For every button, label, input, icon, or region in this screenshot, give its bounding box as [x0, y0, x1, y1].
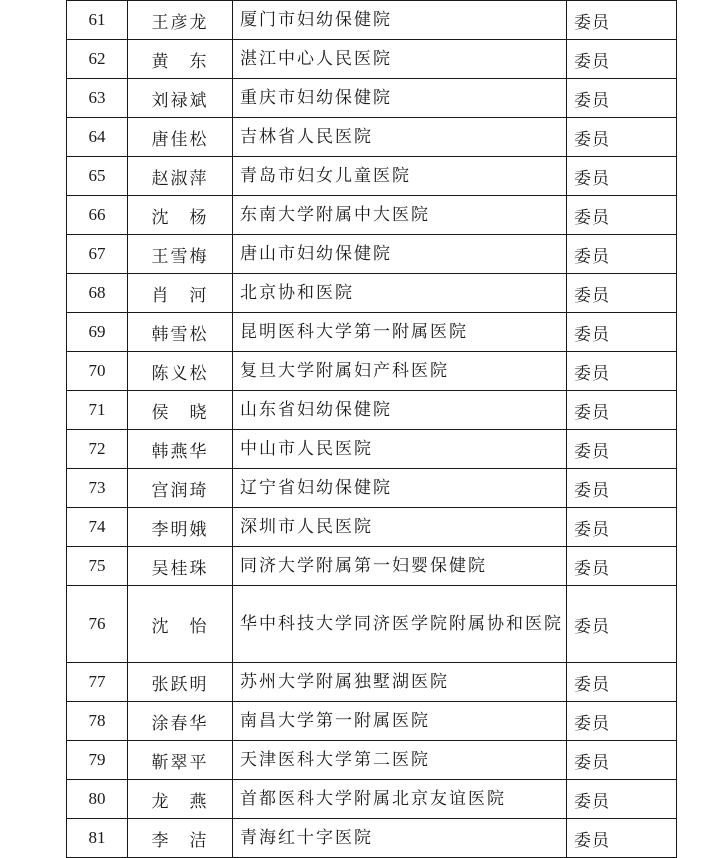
member-name: 刘禄斌	[128, 79, 233, 118]
table-row	[67, 469, 677, 508]
table-row	[67, 1, 677, 40]
row-number: 64	[67, 118, 128, 157]
row-number: 70	[67, 352, 128, 391]
row-number: 78	[67, 702, 128, 741]
member-institution: 厦门市妇幼保健院	[233, 1, 567, 40]
member-role: 委员	[567, 196, 677, 235]
member-name: 李明娥	[128, 508, 233, 547]
member-name: 靳翠平	[128, 741, 233, 780]
member-name: 李 洁	[128, 819, 233, 858]
row-number: 65	[67, 157, 128, 196]
member-role: 委员	[567, 663, 677, 702]
row-number: 61	[67, 1, 128, 40]
row-number: 79	[67, 741, 128, 780]
member-name: 赵淑萍	[128, 157, 233, 196]
member-name: 韩雪松	[128, 313, 233, 352]
member-role: 委员	[567, 586, 677, 663]
table-row	[67, 819, 677, 858]
member-role: 委员	[567, 235, 677, 274]
member-role: 委员	[567, 157, 677, 196]
table-row	[67, 196, 677, 235]
member-institution: 中山市人民医院	[233, 430, 567, 469]
table-row	[67, 235, 677, 274]
member-role: 委员	[567, 274, 677, 313]
member-institution: 昆明医科大学第一附属医院	[233, 313, 567, 352]
member-institution: 青海红十字医院	[233, 819, 567, 858]
member-institution: 北京协和医院	[233, 274, 567, 313]
row-number: 68	[67, 274, 128, 313]
table-row	[67, 780, 677, 819]
table-row	[67, 702, 677, 741]
member-institution: 华中科技大学同济医学院附属协和医院	[233, 586, 567, 663]
member-institution: 唐山市妇幼保健院	[233, 235, 567, 274]
table-row	[67, 663, 677, 702]
member-table	[66, 0, 677, 858]
row-number: 72	[67, 430, 128, 469]
row-number: 81	[67, 819, 128, 858]
row-number: 75	[67, 547, 128, 586]
member-role: 委员	[567, 819, 677, 858]
member-role: 委员	[567, 780, 677, 819]
member-institution: 天津医科大学第二医院	[233, 741, 567, 780]
member-name: 涂春华	[128, 702, 233, 741]
member-name: 韩燕华	[128, 430, 233, 469]
member-institution: 吉林省人民医院	[233, 118, 567, 157]
member-institution: 深圳市人民医院	[233, 508, 567, 547]
member-role: 委员	[567, 1, 677, 40]
row-number: 66	[67, 196, 128, 235]
member-name: 王雪梅	[128, 235, 233, 274]
member-name: 龙 燕	[128, 780, 233, 819]
row-number: 73	[67, 469, 128, 508]
member-role: 委员	[567, 702, 677, 741]
member-institution: 东南大学附属中大医院	[233, 196, 567, 235]
member-role: 委员	[567, 469, 677, 508]
member-role: 委员	[567, 352, 677, 391]
member-institution: 山东省妇幼保健院	[233, 391, 567, 430]
member-name: 王彦龙	[128, 1, 233, 40]
table-row	[67, 741, 677, 780]
member-role: 委员	[567, 508, 677, 547]
table-row	[67, 79, 677, 118]
member-institution: 青岛市妇女儿童医院	[233, 157, 567, 196]
member-institution: 辽宁省妇幼保健院	[233, 469, 567, 508]
table-row	[67, 313, 677, 352]
table-row	[67, 157, 677, 196]
member-role: 委员	[567, 118, 677, 157]
table-row	[67, 391, 677, 430]
member-institution: 复旦大学附属妇产科医院	[233, 352, 567, 391]
member-role: 委员	[567, 79, 677, 118]
member-role: 委员	[567, 741, 677, 780]
member-name: 沈 怡	[128, 586, 233, 663]
table-row	[67, 430, 677, 469]
row-number: 67	[67, 235, 128, 274]
member-name: 侯 晓	[128, 391, 233, 430]
table-row	[67, 352, 677, 391]
row-number: 71	[67, 391, 128, 430]
member-institution: 苏州大学附属独墅湖医院	[233, 663, 567, 702]
member-role: 委员	[567, 430, 677, 469]
row-number: 69	[67, 313, 128, 352]
member-role: 委员	[567, 40, 677, 79]
member-name: 陈义松	[128, 352, 233, 391]
member-name: 宫润琦	[128, 469, 233, 508]
table-row	[67, 586, 677, 663]
table-row	[67, 118, 677, 157]
table-row	[67, 274, 677, 313]
member-institution: 南昌大学第一附属医院	[233, 702, 567, 741]
member-name: 张跃明	[128, 663, 233, 702]
member-institution: 湛江中心人民医院	[233, 40, 567, 79]
member-role: 委员	[567, 313, 677, 352]
member-name: 肖 河	[128, 274, 233, 313]
member-institution: 重庆市妇幼保健院	[233, 79, 567, 118]
table-row	[67, 40, 677, 79]
member-institution: 同济大学附属第一妇婴保健院	[233, 547, 567, 586]
member-name: 唐佳松	[128, 118, 233, 157]
row-number: 77	[67, 663, 128, 702]
member-role: 委员	[567, 391, 677, 430]
member-name: 沈 杨	[128, 196, 233, 235]
row-number: 80	[67, 780, 128, 819]
row-number: 76	[67, 586, 128, 663]
member-name: 黄 东	[128, 40, 233, 79]
row-number: 63	[67, 79, 128, 118]
table-row	[67, 508, 677, 547]
row-number: 62	[67, 40, 128, 79]
member-name: 吴桂珠	[128, 547, 233, 586]
member-institution: 首都医科大学附属北京友谊医院	[233, 780, 567, 819]
row-number: 74	[67, 508, 128, 547]
member-role: 委员	[567, 547, 677, 586]
table-row	[67, 547, 677, 586]
